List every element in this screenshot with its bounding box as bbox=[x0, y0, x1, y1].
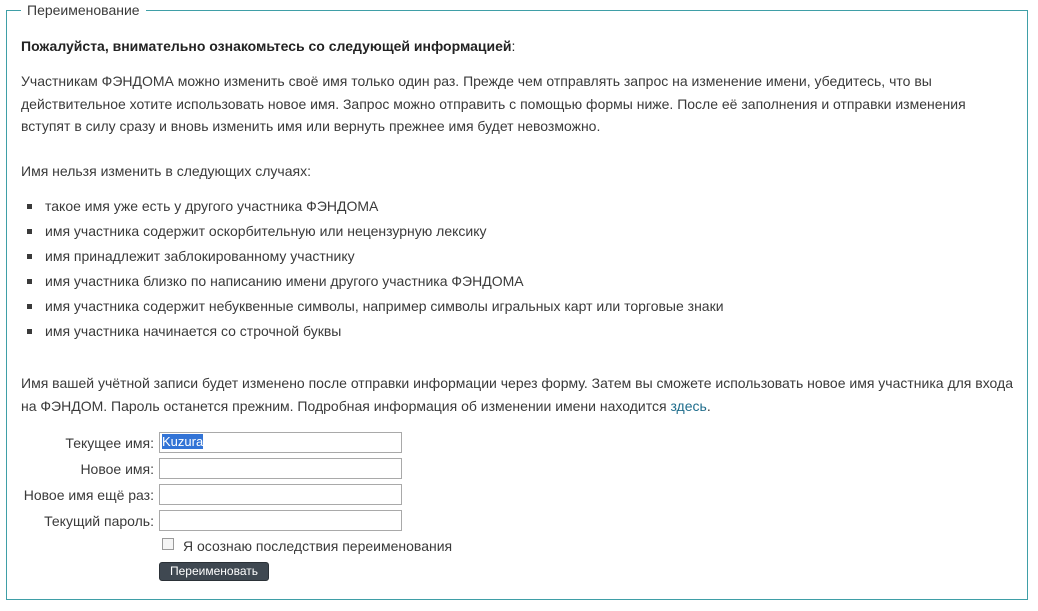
help-link[interactable]: здесь bbox=[670, 397, 707, 414]
notice-heading-text: Пожалуйста, внимательно ознакомьтесь со следующей информацией bbox=[21, 38, 512, 54]
outro-line: Имя вашей учётной записи будет изменено после отправки информации через форму. Затем вы сможете использовать новое имя участника для входа bbox=[21, 375, 1013, 391]
outro-text: на ФЭНДОМ. Пароль останется прежним. Подробная информация об изменении имени находится bbox=[21, 397, 671, 414]
rename-content bbox=[21, 36, 1021, 578]
current-name-label: Текущее имя: bbox=[65, 435, 154, 451]
consent-label[interactable]: Я осознаю последствия переименования bbox=[183, 538, 453, 554]
intro-line: действительное хотите использовать новое имя. Запрос можно отправить с помощью формы ниже. После её заполнения и отправки изменения bbox=[21, 95, 966, 112]
password-label: Текущий пароль: bbox=[44, 513, 154, 529]
cases-title-text: Имя нельзя изменить в следующих случаях: bbox=[21, 163, 311, 179]
list-item: имя принадлежит заблокированному участнику bbox=[41, 244, 724, 269]
consent-checkbox[interactable] bbox=[162, 538, 174, 550]
list-item: имя участника начинается со строчной буквы bbox=[41, 319, 724, 344]
notice-heading-colon: : bbox=[511, 38, 516, 54]
new-name-input[interactable] bbox=[159, 458, 402, 479]
rename-button[interactable]: Переименовать bbox=[159, 562, 269, 581]
cases-title bbox=[21, 160, 311, 183]
intro-line: вступят в силу сразу и вновь изменить имя или вернуть прежнее имя будет невозможно. bbox=[21, 118, 601, 134]
list-item: имя участника содержит оскорбительную или нецензурную лексику bbox=[41, 219, 724, 244]
cases-list bbox=[21, 194, 724, 344]
password-input[interactable] bbox=[159, 510, 402, 531]
current-name-value: Kuzura bbox=[162, 434, 204, 449]
list-item: такое имя уже есть у другого участника ФЭНДОМА bbox=[41, 194, 724, 219]
fieldset-legend: Переименование bbox=[21, 1, 146, 19]
intro-paragraph bbox=[21, 70, 1021, 138]
intro-line: Участникам ФЭНДОМА можно изменить своё имя только один раз. Прежде чем отправлять запрос на изменение имени, убедитесь, что вы bbox=[21, 73, 932, 89]
new-name-again-label: Новое имя ещё раз: bbox=[23, 487, 154, 503]
new-name-again-input[interactable] bbox=[159, 484, 402, 505]
new-name-label: Новое имя: bbox=[80, 461, 154, 477]
list-item: имя участника содержит небуквенные символы, например символы игральных карт или торговые знаки bbox=[41, 294, 724, 319]
outro-paragraph bbox=[21, 372, 1021, 417]
list-item: имя участника близко по написанию имени другого участника ФЭНДОМА bbox=[41, 269, 724, 294]
notice-heading bbox=[21, 36, 1021, 56]
outro-period: . bbox=[706, 397, 711, 414]
current-name-input[interactable] bbox=[159, 432, 402, 453]
outro-line bbox=[21, 395, 1021, 418]
